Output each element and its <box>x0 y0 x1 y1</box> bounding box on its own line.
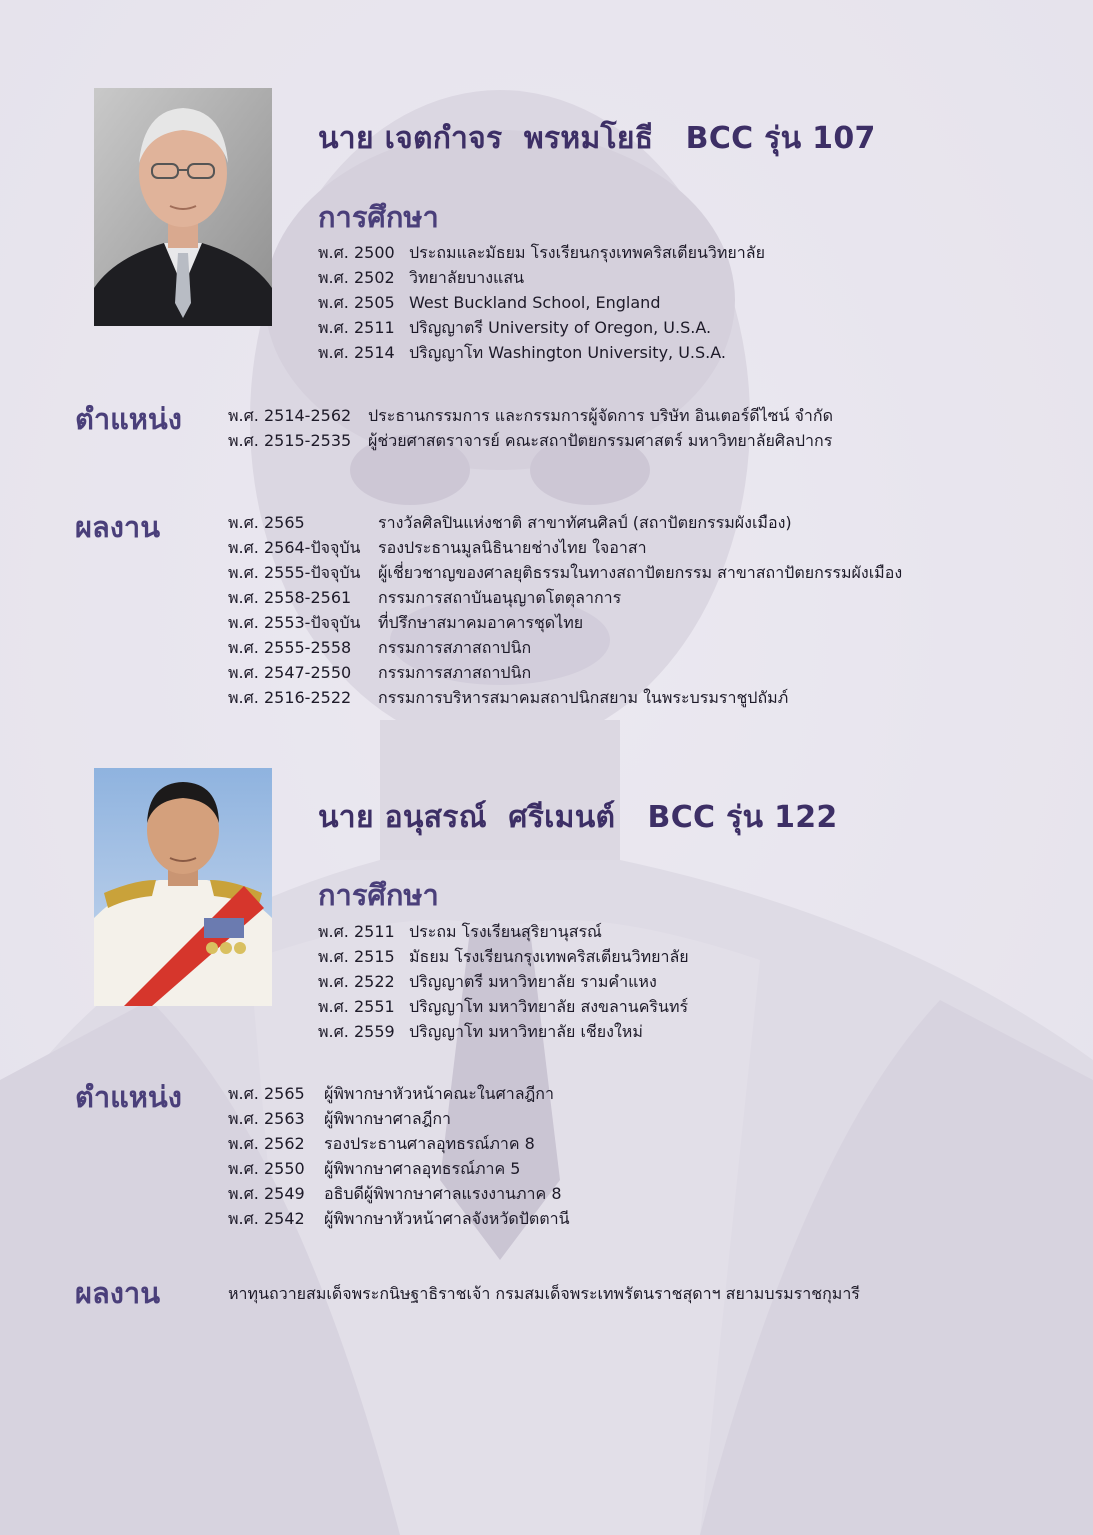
person1-works-heading: ผลงาน <box>75 510 161 544</box>
list-item: พ.ศ. 2565 ผู้พิพากษาหัวหน้าคณะในศาลฎีกา <box>228 1084 554 1103</box>
list-item: พ.ศ. 2511 ประถม โรงเรียนสุริยานุสรณ์ <box>318 922 602 941</box>
person2-education-list <box>318 919 689 1044</box>
list-item: พ.ศ. 2500 ประถมและมัธยม โรงเรียนกรุงเทพคริสเตียนวิทยาลัย <box>318 243 765 262</box>
person2-works-text: หาทุนถวายสมเด็จพระกนิษฐาธิราชเจ้า กรมสมเด็จพระเทพรัตนราชสุดาฯ สยามบรมราชกุมารี <box>228 1284 860 1303</box>
portrait-photo-1 <box>94 88 272 326</box>
list-item: พ.ศ. 2549 อธิบดีผู้พิพากษาศาลแรงงานภาค 8 <box>228 1184 562 1203</box>
list-item: พ.ศ. 2514 ปริญญาโท Washington University, U.S.A. <box>318 343 727 362</box>
list-item: พ.ศ. 2516-2522 กรรมการบริหารสมาคมสถาปนิกสยาม ในพระบรมราชูปถัมภ์ <box>228 688 789 707</box>
list-item: พ.ศ. 2565 รางวัลศิลปินแห่งชาติ สาขาทัศนศิลป์ (สถาปัตยกรรมผังเมือง) <box>228 513 792 532</box>
person1-education-list <box>318 240 765 365</box>
list-item: พ.ศ. 2511 ปริญญาตรี University of Oregon, U.S.A. <box>318 318 712 337</box>
list-item: พ.ศ. 2553-ปัจจุบัน ที่ปรึกษาสมาคมอาคารชุดไทย <box>228 613 584 632</box>
person2-position-heading: ตำแหน่ง <box>75 1080 182 1114</box>
list-item: พ.ศ. 2555-ปัจจุบัน ผู้เชี่ยวชาญของศาลยุติธรรมในทางสถาปัตยกรรม สาขาสถาปัตยกรรมผังเมือง <box>228 563 903 582</box>
person2-education-heading: การศึกษา <box>318 878 439 912</box>
person2-position-list <box>228 1081 570 1231</box>
list-item: พ.ศ. 2542 ผู้พิพากษาหัวหน้าศาลจังหวัดปัตตานี <box>228 1209 570 1228</box>
list-item: พ.ศ. 2550 ผู้พิพากษาศาลอุทธรณ์ภาค 5 <box>228 1159 521 1178</box>
list-item: พ.ศ. 2551 ปริญญาโท มหาวิทยาลัย สงขลานครินทร์ <box>318 997 689 1016</box>
portrait-photo-2 <box>94 768 272 1006</box>
list-item: พ.ศ. 2505 West Buckland School, England <box>318 293 661 312</box>
person1-position-heading: ตำแหน่ง <box>75 402 182 436</box>
list-item: พ.ศ. 2514-2562 ประธานกรรมการ และกรรมการผู้จัดการ บริษัท อินเตอร์ดีไซน์ จำกัด <box>228 406 833 425</box>
list-item: พ.ศ. 2502 วิทยาลัยบางแสน <box>318 268 525 287</box>
person1-name: นาย เจตกำจร พรหมโยธี BCC รุ่น 107 <box>318 121 876 156</box>
person1-works-list <box>228 510 903 710</box>
list-item: พ.ศ. 2555-2558 กรรมการสภาสถาปนิก <box>228 638 532 657</box>
person2-name: นาย อนุสรณ์ ศรีเมนต์ BCC รุ่น 122 <box>318 800 838 835</box>
list-item: พ.ศ. 2562 รองประธานศาลอุทธรณ์ภาค 8 <box>228 1134 535 1153</box>
list-item: พ.ศ. 2564-ปัจจุบัน รองประธานมูลนิธินายช่างไทย ใจอาสา <box>228 538 647 557</box>
list-item: พ.ศ. 2547-2550 กรรมการสภาสถาปนิก <box>228 663 532 682</box>
list-item: พ.ศ. 2515 มัธยม โรงเรียนกรุงเทพคริสเตียนวิทยาลัย <box>318 947 689 966</box>
list-item: พ.ศ. 2559 ปริญญาโท มหาวิทยาลัย เชียงใหม่ <box>318 1022 643 1041</box>
person1-position-list <box>228 403 833 453</box>
list-item: พ.ศ. 2563 ผู้พิพากษาศาลฎีกา <box>228 1109 452 1128</box>
person2-works-heading: ผลงาน <box>75 1276 161 1310</box>
person1-education-heading: การศึกษา <box>318 200 439 234</box>
list-item: พ.ศ. 2515-2535 ผู้ช่วยศาสตราจารย์ คณะสถาปัตยกรรมศาสตร์ มหาวิทยาลัยศิลปากร <box>228 431 833 450</box>
list-item: พ.ศ. 2522 ปริญญาตรี มหาวิทยาลัย รามคำแหง <box>318 972 657 991</box>
list-item: พ.ศ. 2558-2561 กรรมการสถาบันอนุญาตโตตุลาการ <box>228 588 622 607</box>
